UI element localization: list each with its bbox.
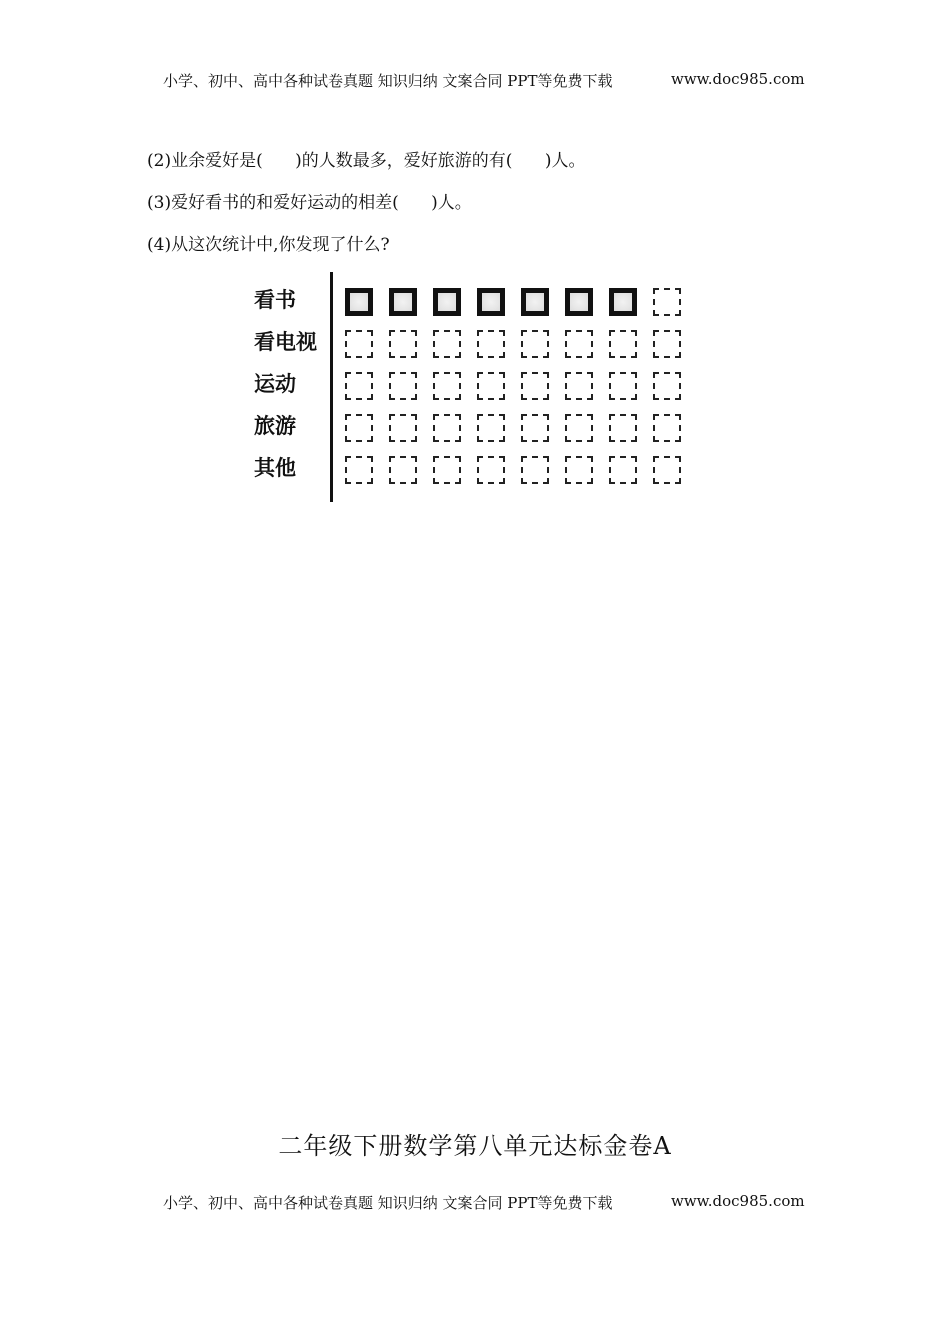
empty-square [345, 330, 373, 358]
empty-square [389, 414, 417, 442]
empty-square [609, 372, 637, 400]
empty-square [477, 414, 505, 442]
footer-url: www.doc985.com [671, 1192, 805, 1210]
empty-square [433, 414, 461, 442]
empty-square [345, 372, 373, 400]
row-label: 其他 [254, 456, 296, 480]
empty-square [345, 414, 373, 442]
question-2: (2)业余爱好是( )的人数最多，爱好旅游的有( )人。 [147, 151, 586, 171]
row-label: 看电视 [254, 330, 317, 354]
empty-square [653, 372, 681, 400]
empty-square [477, 330, 505, 358]
hobby-statistics-chart [250, 272, 700, 504]
empty-square [565, 372, 593, 400]
filled-square [609, 288, 637, 316]
empty-square [609, 414, 637, 442]
row-label: 看书 [254, 288, 296, 312]
empty-square [609, 456, 637, 484]
filled-square [389, 288, 417, 316]
empty-square [433, 456, 461, 484]
row-label: 旅游 [254, 414, 296, 438]
filled-square [565, 288, 593, 316]
empty-square [565, 330, 593, 358]
header-left-text: 小学、初中、高中各种试卷真题 知识归纳 文案合同 PPT等免费下载 [163, 72, 613, 90]
empty-square [389, 330, 417, 358]
empty-square [653, 330, 681, 358]
footer-left-text: 小学、初中、高中各种试卷真题 知识归纳 文案合同 PPT等免费下载 [163, 1194, 613, 1212]
empty-square [433, 330, 461, 358]
empty-square [565, 414, 593, 442]
chart-vertical-axis [330, 272, 333, 502]
empty-square [653, 414, 681, 442]
question-3: (3)爱好看书的和爱好运动的相差( )人。 [147, 193, 472, 213]
filled-square [345, 288, 373, 316]
empty-square [653, 288, 681, 316]
empty-square [521, 456, 549, 484]
row-label: 运动 [254, 372, 296, 396]
empty-square [521, 330, 549, 358]
filled-square [521, 288, 549, 316]
empty-square [477, 456, 505, 484]
empty-square [433, 372, 461, 400]
header-url: www.doc985.com [671, 70, 805, 88]
empty-square [565, 456, 593, 484]
question-4: (4)从这次统计中,你发现了什么? [147, 235, 390, 255]
empty-square [477, 372, 505, 400]
filled-square [477, 288, 505, 316]
empty-square [389, 372, 417, 400]
document-title: 二年级下册数学第八单元达标金卷A [278, 1132, 672, 1160]
filled-square [433, 288, 461, 316]
empty-square [389, 456, 417, 484]
empty-square [653, 456, 681, 484]
empty-square [609, 330, 637, 358]
empty-square [345, 456, 373, 484]
empty-square [521, 372, 549, 400]
empty-square [521, 414, 549, 442]
